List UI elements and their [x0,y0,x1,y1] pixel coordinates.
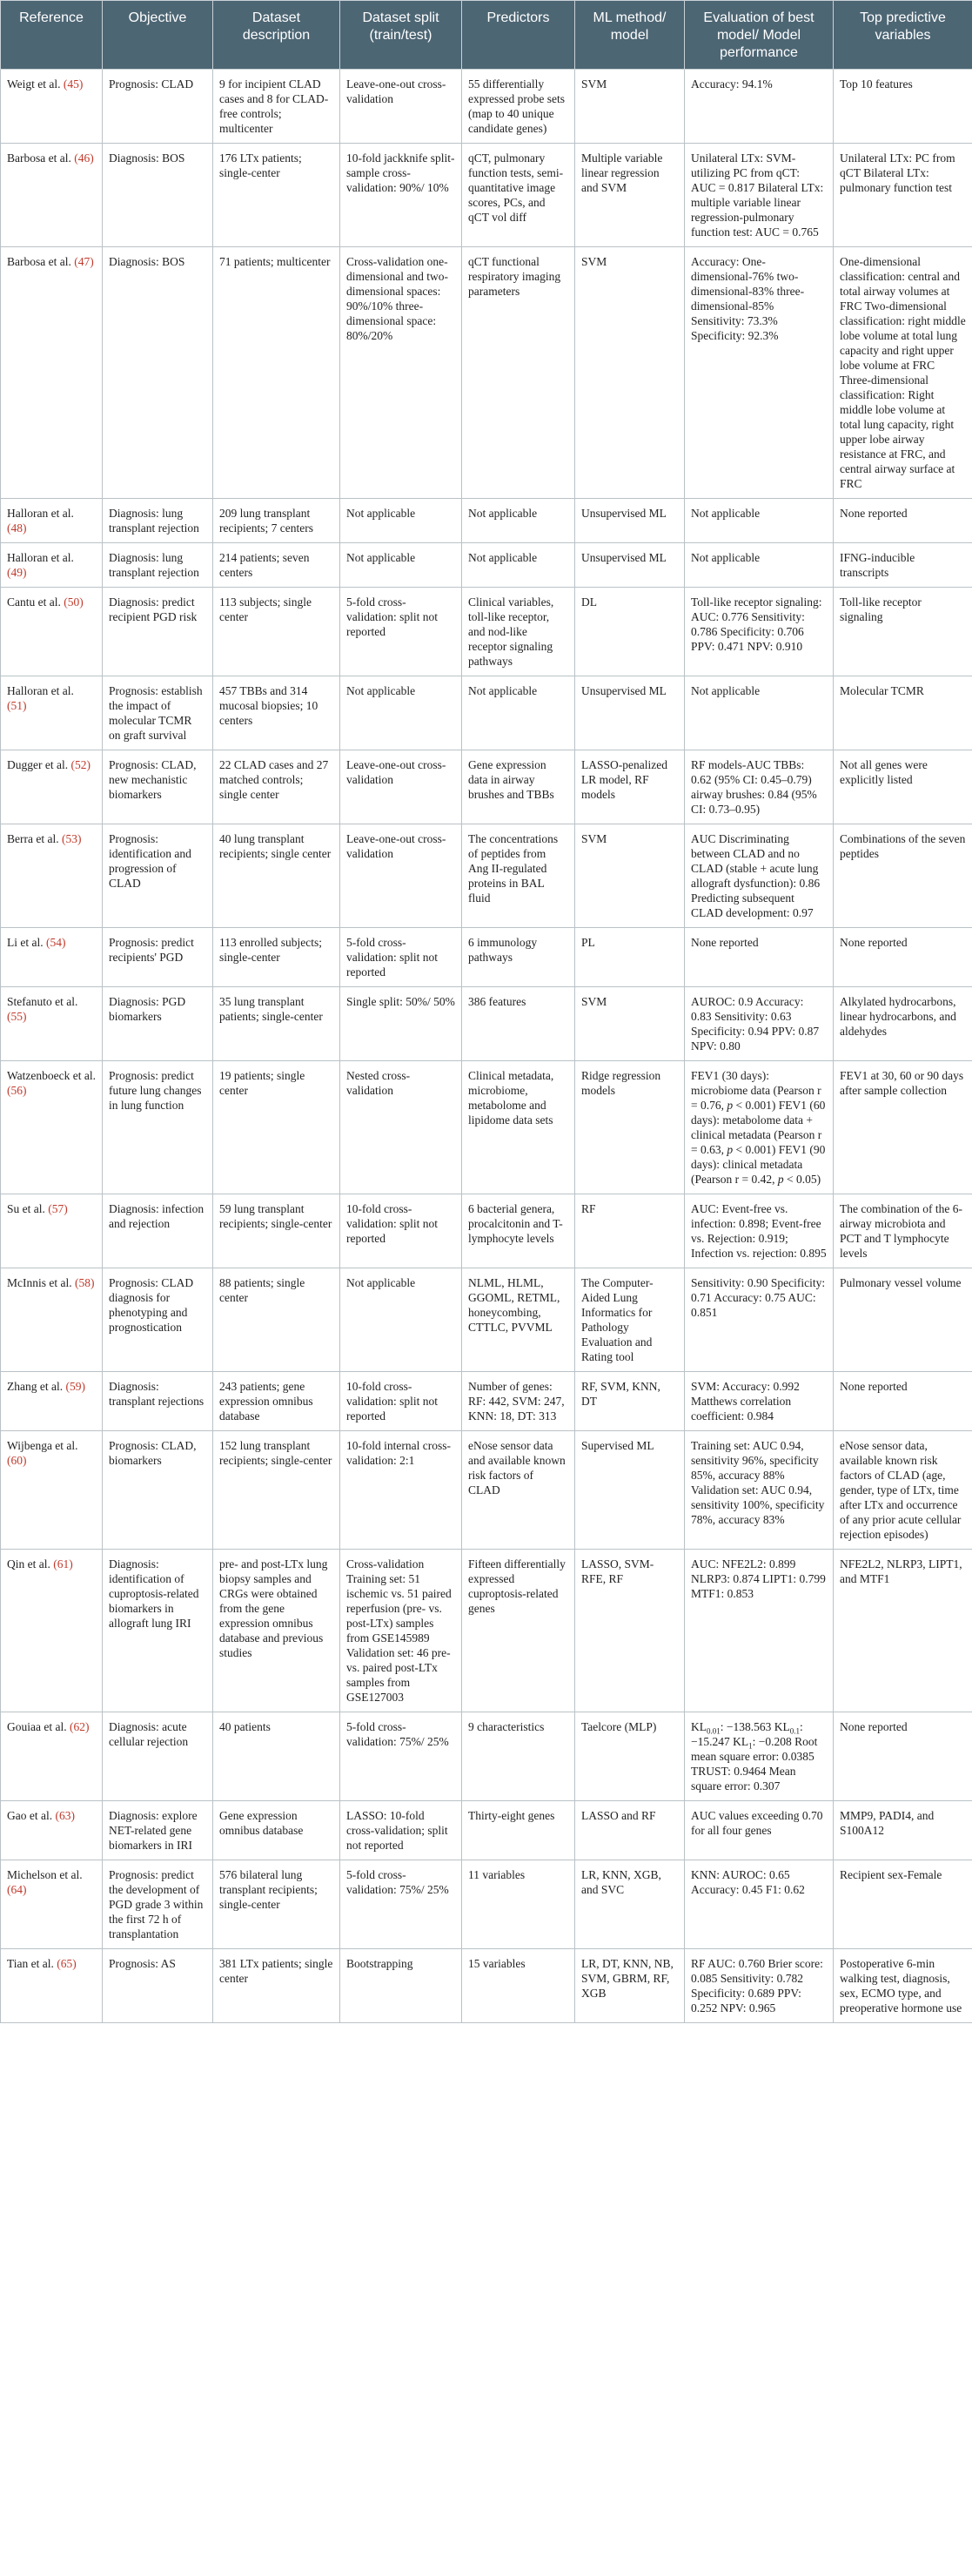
table-row [1,70,972,144]
ml-method-cell: LR, KNN, XGB, and SVC [575,1860,685,1949]
objective-cell: Diagnosis: BOS [103,144,213,247]
ml-method-cell: Unsupervised ML [575,499,685,543]
reference-citation-link[interactable]: (56) [7,1084,27,1097]
dataset-split-cell: 5-fold cross-validation: 75%/ 25% [340,1712,462,1801]
evaluation-cell: None reported [685,928,834,987]
ml-method-cell: Multiple variable linear regression and SVM [575,144,685,247]
reference-author: Halloran et al. [7,507,74,520]
reference-cell [1,750,103,824]
table-row [1,588,972,676]
predictors-cell: Fifteen differentially expressed cuproptosis-related genes [462,1550,575,1712]
table-row [1,1194,972,1268]
ml-method-cell: DL [575,588,685,676]
objective-cell: Prognosis: CLAD, new mechanistic biomarkers [103,750,213,824]
dataset-split-cell: Bootstrapping [340,1949,462,2023]
evaluation-cell: AUROC: 0.9 Accuracy: 0.83 Sensitivity: 0.63 Specificity: 0.94 PPV: 0.87 NPV: 0.80 [685,987,834,1061]
dataset-description-cell: 88 patients; single center [213,1268,340,1372]
reference-cell [1,499,103,543]
ml-method-cell: SVM [575,987,685,1061]
header-reference: Reference [1,1,103,70]
evaluation-cell: Accuracy: 94.1% [685,70,834,144]
predictors-cell: 11 variables [462,1860,575,1949]
reference-citation-link[interactable]: (47) [74,255,94,268]
ml-method-cell: SVM [575,824,685,928]
table-row [1,144,972,247]
table-row [1,543,972,588]
reference-citation-link[interactable]: (55) [7,1010,27,1023]
table-row [1,676,972,750]
top-variables-cell: None reported [834,499,972,543]
dataset-description-cell: 71 patients; multicenter [213,247,340,499]
reference-citation-link[interactable]: (58) [74,1276,95,1289]
top-variables-cell: Not all genes were explicitly listed [834,750,972,824]
evaluation-cell: Not applicable [685,499,834,543]
dataset-description-cell: 214 patients; seven centers [213,543,340,588]
reference-cell [1,543,103,588]
dataset-split-cell: 5-fold cross-validation: split not reported [340,588,462,676]
reference-cell [1,1431,103,1550]
dataset-split-cell: Single split: 50%/ 50% [340,987,462,1061]
objective-cell: Diagnosis: lung transplant rejection [103,499,213,543]
table-row [1,1949,972,2023]
evaluation-cell: Not applicable [685,676,834,750]
ml-method-cell: LASSO-penalized LR model, RF models [575,750,685,824]
predictors-cell: Thirty-eight genes [462,1801,575,1860]
top-variables-cell: Alkylated hydrocarbons, linear hydrocarbons, and aldehydes [834,987,972,1061]
reference-cell [1,247,103,499]
ml-method-cell: LASSO and RF [575,1801,685,1860]
predictors-cell: qCT functional respiratory imaging parameters [462,247,575,499]
predictors-cell: 55 differentially expressed probe sets (map to 40 unique candidate genes) [462,70,575,144]
dataset-split-cell: 10-fold jackknife split-sample cross-validation: 90%/ 10% [340,144,462,247]
top-variables-cell: None reported [834,928,972,987]
objective-cell: Diagnosis: identification of cuproptosis-related biomarkers in allograft lung IRI [103,1550,213,1712]
reference-author: Gouiaa et al. [7,1720,67,1733]
objective-cell: Prognosis: CLAD diagnosis for phenotyping and prognostication [103,1268,213,1372]
ml-method-cell: SVM [575,247,685,499]
reference-citation-link[interactable]: (51) [7,699,27,712]
top-variables-cell: NFE2L2, NLRP3, LIPT1, and MTF1 [834,1550,972,1712]
reference-citation-link[interactable]: (65) [57,1957,77,1970]
header-top-variables: Top predictive variables [834,1,972,70]
objective-cell: Prognosis: predict the development of PGD grade 3 within the first 72 h of transplantation [103,1860,213,1949]
objective-cell: Diagnosis: acute cellular rejection [103,1712,213,1801]
table-row [1,1550,972,1712]
dataset-split-cell: 10-fold internal cross-validation: 2:1 [340,1431,462,1550]
dataset-description-cell: 35 lung transplant patients; single-center [213,987,340,1061]
evaluation-cell: AUC: NFE2L2: 0.899 NLRP3: 0.874 LIPT1: 0.799 MTF1: 0.853 [685,1550,834,1712]
table-header [1,1,972,70]
evaluation-cell: Training set: AUC 0.94, sensitivity 96%, specificity 85%, accuracy 88% Validation set: AUC 0.94, sensitivity 100%, specificity 78%, accuracy 83% [685,1431,834,1550]
table-row [1,1801,972,1860]
top-variables-cell: Unilateral LTx: PC from qCT Bilateral LTx: pulmonary function test [834,144,972,247]
dataset-split-cell: 5-fold cross-validation: split not reported [340,928,462,987]
reference-author: Halloran et al. [7,551,74,564]
reference-citation-link[interactable]: (48) [7,521,27,535]
objective-cell: Prognosis: establish the impact of molecular TCMR on graft survival [103,676,213,750]
dataset-split-cell: Leave-one-out cross-validation [340,750,462,824]
reference-cell [1,1372,103,1431]
top-variables-cell: Combinations of the seven peptides [834,824,972,928]
header-row [1,1,972,70]
dataset-split-cell: Cross-validation Training set: 51 ischemic vs. 51 paired reperfusion (pre- vs. post-LTx) samples from GSE145989 Validation set: 46 pre- vs. paired post-LTx samples from GSE127003 [340,1550,462,1712]
reference-cell [1,1712,103,1801]
reference-author: Barbosa et al. [7,255,71,268]
predictors-cell: 6 immunology pathways [462,928,575,987]
dataset-split-cell: Leave-one-out cross-validation [340,70,462,144]
dataset-split-cell: Cross-validation one-dimensional and two-dimensional spaces: 90%/10% three-dimensional space: 80%/20% [340,247,462,499]
ml-method-cell: RF [575,1194,685,1268]
top-variables-cell: FEV1 at 30, 60 or 90 days after sample collection [834,1061,972,1194]
dataset-description-cell: 243 patients; gene expression omnibus database [213,1372,340,1431]
dataset-split-cell: Not applicable [340,543,462,588]
predictors-cell: The concentrations of peptides from Ang II-regulated proteins in BAL fluid [462,824,575,928]
table-row [1,824,972,928]
reference-author: Halloran et al. [7,684,74,697]
reference-cell [1,1550,103,1712]
dataset-split-cell: 10-fold cross-validation: split not reported [340,1372,462,1431]
reference-cell [1,928,103,987]
table-row [1,1268,972,1372]
header-ml-method: ML method/ model [575,1,685,70]
predictors-cell: Clinical metadata, microbiome, metabolome and lipidome data sets [462,1061,575,1194]
top-variables-cell: Recipient sex-Female [834,1860,972,1949]
reference-cell [1,144,103,247]
dataset-split-cell: LASSO: 10-fold cross-validation; split not reported [340,1801,462,1860]
reference-citation-link[interactable]: (64) [7,1883,27,1896]
reference-cell [1,1268,103,1372]
reference-author: Zhang et al. [7,1380,64,1393]
table-row [1,499,972,543]
reference-cell [1,1801,103,1860]
dataset-description-cell: 9 for incipient CLAD cases and 8 for CLAD-free controls; multicenter [213,70,340,144]
objective-cell: Prognosis: CLAD, biomarkers [103,1431,213,1550]
table-row [1,987,972,1061]
reference-author: Gao et al. [7,1809,53,1822]
ml-method-cell: The Computer-Aided Lung Informatics for Pathology Evaluation and Rating tool [575,1268,685,1372]
dataset-description-cell: 209 lung transplant recipients; 7 centers [213,499,340,543]
evaluation-cell: AUC Discriminating between CLAD and no CLAD (stable + acute lung allograft dysfunction): 0.86 Predicting subsequent CLAD development: 0.97 [685,824,834,928]
reference-author: Michelson et al. [7,1868,83,1881]
evaluation-cell: AUC values exceeding 0.70 for all four genes [685,1801,834,1860]
reference-author: Su et al. [7,1202,45,1215]
objective-cell: Prognosis: CLAD [103,70,213,144]
reference-citation-link[interactable]: (60) [7,1454,27,1467]
reference-author: Li et al. [7,936,44,949]
reference-citation-link[interactable]: (45) [63,77,84,91]
predictors-cell: 6 bacterial genera, procalcitonin and T-lymphocyte levels [462,1194,575,1268]
evaluation-cell: Not applicable [685,543,834,588]
table-row [1,1372,972,1431]
table-row [1,1712,972,1801]
reference-author: Weigt et al. [7,77,61,91]
table-body [1,70,972,2023]
predictors-cell: 386 features [462,987,575,1061]
reference-citation-link[interactable]: (62) [69,1720,90,1733]
top-variables-cell: IFNG-inducible transcripts [834,543,972,588]
evaluation-cell: RF AUC: 0.760 Brier score: 0.085 Sensitivity: 0.782 Specificity: 0.689 PPV: 0.252 NPV: 0.965 [685,1949,834,2023]
top-variables-cell: None reported [834,1372,972,1431]
predictors-cell: qCT, pulmonary function tests, semi-quantitative image scores, PCs, and qCT vol diff [462,144,575,247]
dataset-description-cell: 576 bilateral lung transplant recipients; single-center [213,1860,340,1949]
reference-cell [1,1949,103,2023]
header-dataset-description: Dataset description [213,1,340,70]
evaluation-cell: Unilateral LTx: SVM-utilizing PC from qCT: AUC = 0.817 Bilateral LTx: multiple variable linear regression-pulmonary function test: AUC = 0.765 [685,144,834,247]
reference-author: Tian et al. [7,1957,54,1970]
dataset-description-cell: Gene expression omnibus database [213,1801,340,1860]
objective-cell: Prognosis: identification and progression of CLAD [103,824,213,928]
ml-method-cell: Unsupervised ML [575,543,685,588]
reference-cell [1,824,103,928]
dataset-description-cell: 22 CLAD cases and 27 matched controls; single center [213,750,340,824]
evaluation-cell: KNN: AUROC: 0.65 Accuracy: 0.45 F1: 0.62 [685,1860,834,1949]
top-variables-cell: Postoperative 6-min walking test, diagnosis, sex, ECMO type, and preoperative hormone use [834,1949,972,2023]
table-row [1,247,972,499]
predictors-cell: Clinical variables, toll-like receptor, and nod-like receptor signaling pathways [462,588,575,676]
evaluation-cell: AUC: Event-free vs. infection: 0.898; Event-free vs. Rejection: 0.919; Infection vs. rejection: 0.895 [685,1194,834,1268]
header-objective: Objective [103,1,213,70]
reference-cell [1,1194,103,1268]
ml-method-cell: RF, SVM, KNN, DT [575,1372,685,1431]
ml-method-cell: Taelcore (MLP) [575,1712,685,1801]
dataset-description-cell: 113 subjects; single center [213,588,340,676]
top-variables-cell: eNose sensor data, available known risk factors of CLAD (age, gender, type of LTx, time after LTx and occurrence of any prior acute cellular rejection episodes) [834,1431,972,1550]
reference-citation-link[interactable]: (63) [55,1809,75,1822]
ml-method-cell: Unsupervised ML [575,676,685,750]
ml-method-cell: LR, DT, KNN, NB, SVM, GBRM, RF, XGB [575,1949,685,2023]
reference-citation-link[interactable]: (61) [53,1557,73,1570]
evaluation-cell: Toll-like receptor signaling: AUC: 0.776 Sensitivity: 0.786 Specificity: 0.706 PPV: 0.471 NPV: 0.910 [685,588,834,676]
header-evaluation: Evaluation of best model/ Model performance [685,1,834,70]
dataset-description-cell: 40 patients [213,1712,340,1801]
top-variables-cell: Top 10 features [834,70,972,144]
dataset-description-cell: 152 lung transplant recipients; single-center [213,1431,340,1550]
objective-cell: Diagnosis: explore NET-related gene biomarkers in IRI [103,1801,213,1860]
evaluation-cell: SVM: Accuracy: 0.992 Matthews correlation coefficient: 0.984 [685,1372,834,1431]
dataset-split-cell: Not applicable [340,1268,462,1372]
reference-citation-link[interactable]: (59) [65,1380,85,1393]
dataset-description-cell: 19 patients; single center [213,1061,340,1194]
predictors-cell: Not applicable [462,543,575,588]
reference-citation-link[interactable]: (46) [74,151,94,165]
reference-author: Qin et al. [7,1557,50,1570]
reference-author: Barbosa et al. [7,151,71,165]
evaluation-cell: Sensitivity: 0.90 Specificity: 0.71 Accuracy: 0.75 AUC: 0.851 [685,1268,834,1372]
reference-author: Wijbenga et al. [7,1439,78,1452]
predictors-cell: 9 characteristics [462,1712,575,1801]
ml-method-cell: Supervised ML [575,1431,685,1550]
table-row [1,1860,972,1949]
table-row [1,928,972,987]
reference-author: Dugger et al. [7,758,69,771]
reference-cell [1,676,103,750]
dataset-split-cell: Leave-one-out cross-validation [340,824,462,928]
header-dataset-split: Dataset split (train/test) [340,1,462,70]
evaluation-cell: FEV1 (30 days): microbiome data (Pearson r = 0.76, p < 0.001) FEV1 (60 days): metabolome data + clinical metadata (Pearson r = 0.63, p < 0.001) FEV1 (90 days): clinical metadata (Pearson r = 0.42, p < 0.05) [685,1061,834,1194]
predictors-cell: Number of genes: RF: 442, SVM: 247, KNN: 18, DT: 313 [462,1372,575,1431]
dataset-description-cell: 457 TBBs and 314 mucosal biopsies; 10 centers [213,676,340,750]
dataset-description-cell: pre- and post-LTx lung biopsy samples and CRGs were obtained from the gene expression omnibus database and previous studies [213,1550,340,1712]
ml-method-cell: PL [575,928,685,987]
top-variables-cell: One-dimensional classification: central and total airway volumes at FRC Two-dimensional classification: right middle lobe volume at total lung capacity and right upper lobe volume at FRC Three-dimensional classification: Right middle lobe volume at total lung capacity, right upper lobe airway resistance at FRC, and central airway surface at FRC [834,247,972,499]
dataset-description-cell: 113 enrolled subjects; single-center [213,928,340,987]
reference-citation-link[interactable]: (50) [64,595,84,609]
objective-cell: Prognosis: predict recipients' PGD [103,928,213,987]
header-predictors: Predictors [462,1,575,70]
reference-cell [1,1061,103,1194]
dataset-description-cell: 59 lung transplant recipients; single-center [213,1194,340,1268]
objective-cell: Diagnosis: infection and rejection [103,1194,213,1268]
reference-author: Stefanuto et al. [7,995,78,1008]
table-row [1,1061,972,1194]
objective-cell: Diagnosis: predict recipient PGD risk [103,588,213,676]
dataset-description-cell: 40 lung transplant recipients; single center [213,824,340,928]
evaluation-cell: RF models-AUC TBBs: 0.62 (95% CI: 0.45–0.79) airway brushes: 0.84 (95% CI: 0.73–0.95) [685,750,834,824]
predictors-cell: Not applicable [462,499,575,543]
objective-cell: Diagnosis: PGD biomarkers [103,987,213,1061]
reference-citation-link[interactable]: (53) [61,832,82,845]
objective-cell: Prognosis: predict future lung changes in lung function [103,1061,213,1194]
table-row [1,1431,972,1550]
reference-author: Berra et al. [7,832,59,845]
top-variables-cell: Pulmonary vessel volume [834,1268,972,1372]
top-variables-cell: The combination of the 6-airway microbiota and PCT and T lymphocyte levels [834,1194,972,1268]
dataset-split-cell: Nested cross-validation [340,1061,462,1194]
evaluation-cell: $KL_{0.01}$: −138.563 $KL_{0.1}$: −15.247 $KL_1$: −0.208 Root mean square error: 0.0385 TRUST: 0.9464 Mean square error: 0.307 [685,1712,834,1801]
reference-cell [1,70,103,144]
objective-cell: Diagnosis: lung transplant rejection [103,543,213,588]
dataset-description-cell: 381 LTx patients; single center [213,1949,340,2023]
dataset-split-cell: Not applicable [340,676,462,750]
predictors-cell: Gene expression data in airway brushes and TBBs [462,750,575,824]
dataset-split-cell: 5-fold cross-validation: 75%/ 25% [340,1860,462,1949]
ml-method-cell: SVM [575,70,685,144]
predictors-cell: 15 variables [462,1949,575,2023]
predictors-cell: eNose sensor data and available known risk factors of CLAD [462,1431,575,1550]
reference-cell [1,987,103,1061]
ml-method-cell: Ridge regression models [575,1061,685,1194]
dataset-split-cell: 10-fold cross-validation: split not reported [340,1194,462,1268]
reference-citation-link[interactable]: (52) [70,758,90,771]
evaluation-cell: Accuracy: One-dimensional-76% two-dimensional-83% three-dimensional-85% Sensitivity: 73.3% Specificity: 92.3% [685,247,834,499]
reference-cell [1,1860,103,1949]
predictors-cell: Not applicable [462,676,575,750]
objective-cell: Prognosis: AS [103,1949,213,2023]
reference-cell [1,588,103,676]
top-variables-cell: Toll-like receptor signaling [834,588,972,676]
top-variables-cell: MMP9, PADI4, and S100A12 [834,1801,972,1860]
dataset-split-cell: Not applicable [340,499,462,543]
top-variables-cell: Molecular TCMR [834,676,972,750]
predictors-cell: NLML, HLML, GGOML, RETML, honeycombing, CTTLC, PVVML [462,1268,575,1372]
objective-cell: Diagnosis: BOS [103,247,213,499]
table-row [1,750,972,824]
objective-cell: Diagnosis: transplant rejections [103,1372,213,1431]
reference-author: Watzenboeck et al. [7,1069,96,1082]
reference-author: Cantu et al. [7,595,61,609]
ml-method-cell: LASSO, SVM-RFE, RF [575,1550,685,1712]
dataset-description-cell: 176 LTx patients; single-center [213,144,340,247]
reference-author: McInnis et al. [7,1276,72,1289]
reference-citation-link[interactable]: (49) [7,566,27,579]
reference-citation-link[interactable]: (57) [48,1202,68,1215]
reference-citation-link[interactable]: (54) [45,936,66,949]
top-variables-cell: None reported [834,1712,972,1801]
